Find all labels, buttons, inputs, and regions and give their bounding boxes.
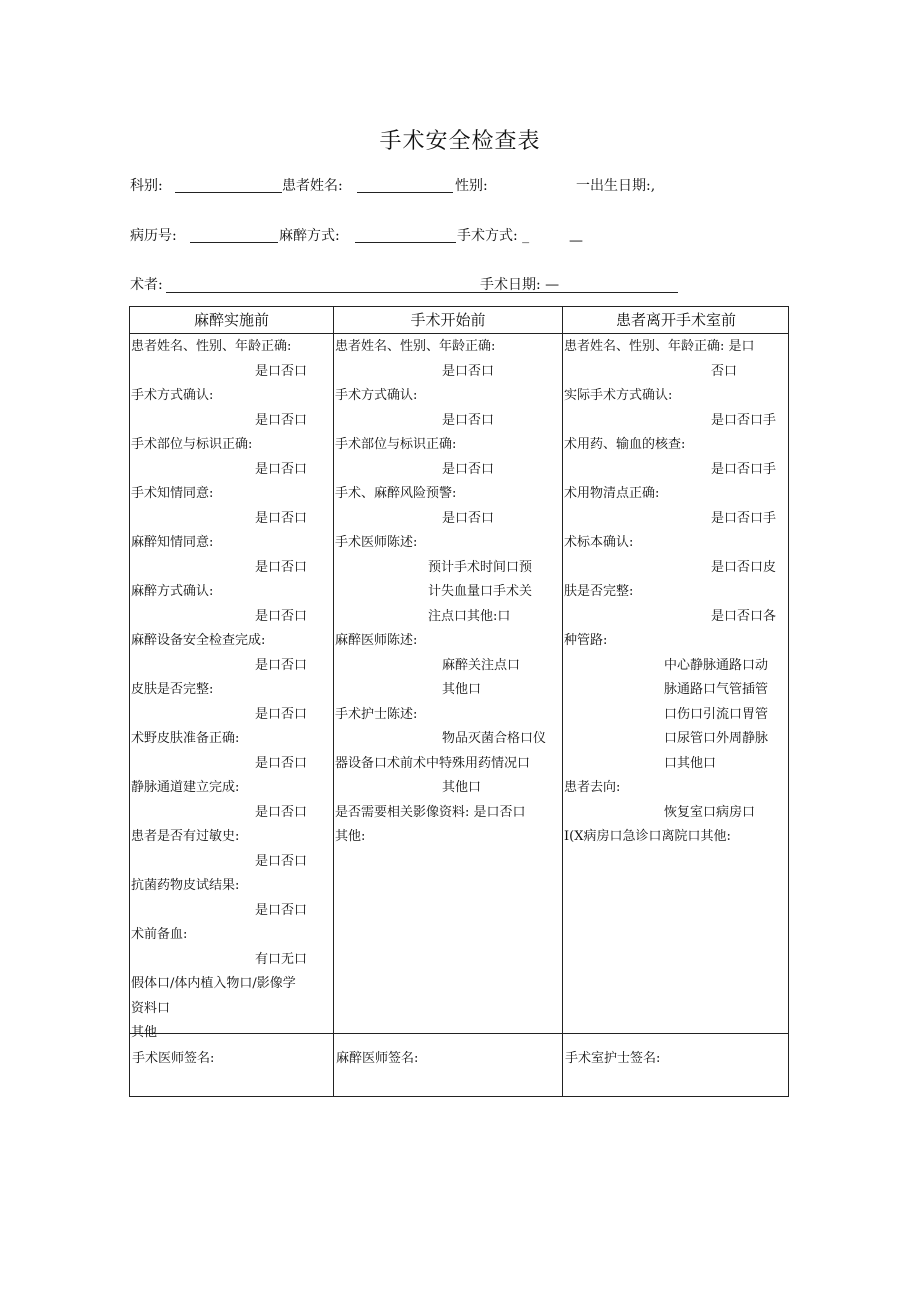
check-label: 术野皮肤准备正确: [131,731,240,746]
yes-no-checkbox[interactable]: 是口否口 [255,412,308,428]
patient-name-label: 患者姓名: [282,178,343,194]
nurse-statement-options[interactable]: 物品灭菌合格口仪 [442,731,547,746]
yes-no-checkbox[interactable]: 是口否口 [442,363,495,379]
yes-no-checkbox[interactable]: 是口否口各 [711,608,777,624]
check-label: 手术方式确认: [131,388,214,403]
check-label: 麻醉知情同意: [131,535,214,550]
surgery-method-dash: — [569,233,583,249]
check-label: 手术知情同意: [131,486,214,501]
yes-no-checkbox[interactable]: 是口否口 [255,853,308,869]
check-label: 术标本确认: [564,535,634,550]
column-divider-1 [333,307,334,1096]
yes-no-checkbox[interactable]: 是口否口皮 [711,559,777,575]
check-label: 患者姓名、性别、年龄正确: [335,339,496,354]
check-label: 麻醉医师陈述: [335,633,418,648]
surgeon-statement-options[interactable]: 计失血量口手术关 [428,584,533,599]
surgery-method-label: 手术方式: _ [457,228,530,244]
check-label: 手术部位与标识正确: [131,437,253,452]
anesthetist-signature[interactable]: 麻醉医师签名: [336,1051,419,1066]
check-label: 手术、麻醉风险预警: [335,486,457,501]
have-none-checkbox[interactable]: 有口无口 [255,951,308,967]
surgeon-statement-options[interactable]: 注点口其他:口 [428,608,511,624]
yes-no-checkbox[interactable]: 是口否口 [255,608,308,624]
check-label: 术用物清点正确: [564,486,660,501]
check-label: 手术方式确认: [335,388,418,403]
before-anesthesia-checks [131,335,331,1040]
column-divider-2 [562,307,563,1096]
nurse-statement-options[interactable]: 器设备口术前术中特殊用药情况口 [335,755,531,771]
yes-no-checkbox[interactable]: 是口否口 [255,559,308,575]
patient-name-field[interactable] [357,192,453,193]
destination-options[interactable]: I(X病房口急诊口离院口其他: [564,829,731,844]
yes-no-checkbox[interactable]: 是口否口 [255,657,308,673]
check-label: 皮肤是否完整: [131,682,214,697]
line-options[interactable]: 脉通路口气管插管 [664,682,769,697]
yes-no-checkbox[interactable]: 是口否口 [442,461,495,477]
anesthetist-statement-options[interactable]: 其他口 [442,682,482,697]
record-no-label: 病历号: [130,228,177,244]
anesthesia-method-label: 麻醉方式: [279,228,340,244]
nurse-statement-options[interactable]: 其他口 [442,780,482,795]
other-label: 其他: [335,829,366,844]
gender-label: 性别: [455,178,488,194]
surgeon-statement-options[interactable]: 预计手术时间口预 [428,559,533,575]
imaging-material-checkbox[interactable]: 资料口 [131,1000,171,1016]
record-no-field[interactable] [190,242,278,243]
yes-no-checkbox[interactable]: 是口否口手 [711,461,777,477]
yes-no-checkbox[interactable]: 是口否口 [255,461,308,477]
yes-no-checkbox[interactable]: 是口否口 [442,412,495,428]
anesthesia-method-field[interactable] [355,242,456,243]
nurse-signature[interactable]: 手术室护士签名: [565,1051,661,1066]
surgeon-label: 术者: [130,277,163,293]
imaging-needed-checkbox[interactable]: 是否需要相关影像资料: 是口否口 [335,804,526,820]
yes-no-checkbox[interactable]: 是口否口 [255,804,308,820]
implant-imaging-checkbox[interactable]: 假体口/体内植入物口/影像学 [131,976,296,991]
check-label: 术前备血: [131,927,188,942]
check-label: 抗菌药物皮试结果: [131,878,240,893]
before-leaving-checks [564,335,788,1031]
check-label: 手术部位与标识正确: [335,437,457,452]
check-label: 手术医师陈述: [335,535,418,550]
check-label: 静脉通道建立完成: [131,780,240,795]
before-surgery-checks [335,335,561,1031]
check-label: 患者姓名、性别、年龄正确: [131,339,292,354]
yes-no-checkbox[interactable]: 是口否口 [255,510,308,526]
yes-no-checkbox[interactable]: 是口否口 [442,510,495,526]
yes-no-checkbox[interactable]: 否口 [711,363,738,379]
yes-no-checkbox[interactable]: 是口否口手 [711,412,777,428]
surgeon-signature[interactable]: 手术医师签名: [132,1051,215,1066]
other-label: 其他 [131,1025,158,1040]
surgery-date-label: 手术日期: — [480,277,560,293]
check-label: 麻醉方式确认: [131,584,214,599]
header-divider [130,333,788,334]
check-label: 患者姓名、性别、年龄正确: 是口 [564,339,755,354]
page-title: 手术安全检查表 [379,129,541,154]
destination-options[interactable]: 恢复室口病房口 [664,804,756,820]
column-header-before-leaving: 患者离开手术室前 [615,311,736,329]
anesthetist-statement-options[interactable]: 麻醉关注点口 [442,657,521,673]
check-label: 手术护士陈述: [335,706,418,722]
check-label: 种管路: [564,633,608,648]
line-options[interactable]: 口伤口引流口胃管 [664,706,769,722]
check-label: 术用药、输血的核查: [564,437,686,452]
check-label: 患者去向: [564,780,621,795]
check-label: 肤是否完整: [564,584,634,599]
dept-field[interactable] [175,192,282,193]
birth-date-label: 一出生日期:, [576,178,656,194]
yes-no-checkbox[interactable]: 是口否口手 [711,510,777,526]
check-label: 麻醉设备安全检查完成: [131,633,266,648]
surgeon-date-line[interactable] [166,292,678,293]
yes-no-checkbox[interactable]: 是口否口 [255,755,308,771]
check-label: 患者是否有过敏史: [131,829,240,844]
column-header-before-anesthesia: 麻醉实施前 [193,311,269,329]
yes-no-checkbox[interactable]: 是口否口 [255,902,308,918]
yes-no-checkbox[interactable]: 是口否口 [255,706,308,722]
column-header-before-surgery: 手术开始前 [410,311,486,329]
yes-no-checkbox[interactable]: 是口否口 [255,363,308,379]
dept-label: 科别: [130,178,163,194]
checklist-table [129,306,789,1097]
line-options[interactable]: 中心静脉通路口动 [664,657,769,673]
check-label: 实际手术方式确认: [564,388,673,403]
line-options[interactable]: 口其他口 [664,755,717,771]
line-options[interactable]: 口尿管口外周静脉 [664,731,769,746]
